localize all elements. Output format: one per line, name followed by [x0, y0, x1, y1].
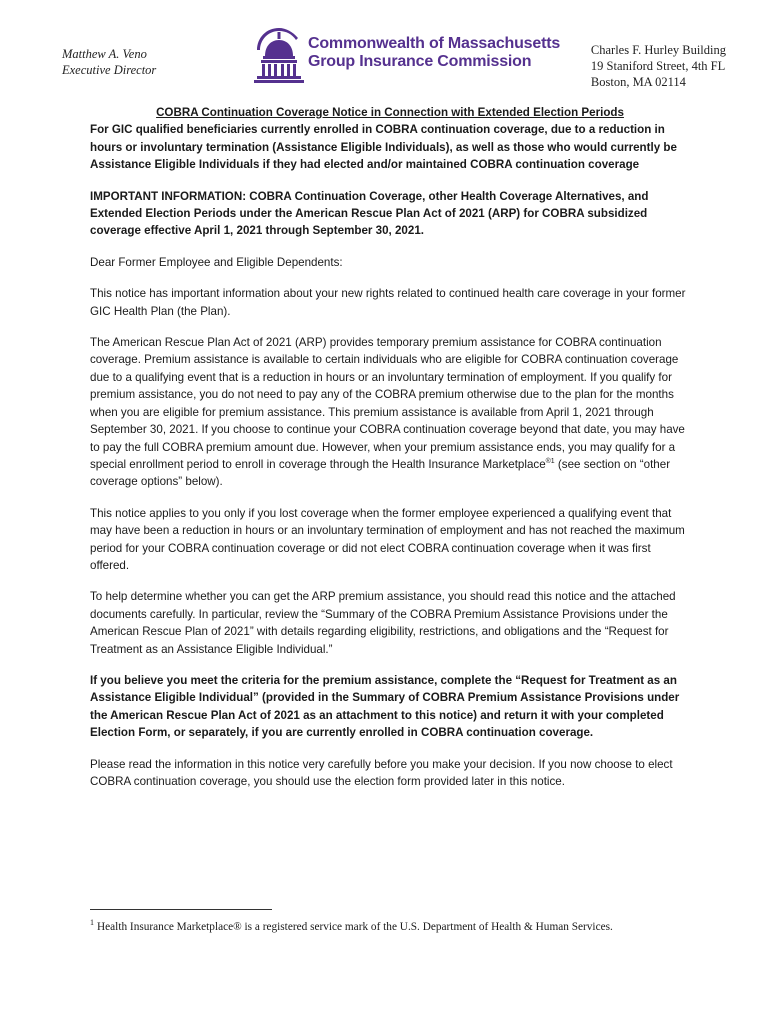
- address-line: Boston, MA 02114: [590, 75, 686, 89]
- footnote-number: 1: [90, 918, 94, 927]
- logo-line-2: Group Insurance Commission: [308, 53, 532, 70]
- address-line: Charles F. Hurley Building: [590, 43, 726, 57]
- important-information: IMPORTANT INFORMATION: COBRA Continuation Coverage, other Health Coverage Alternatives, and Extended Election Periods under the American Rescue Plan Act of 2021 (ARP) for COBRA subsidized coverage effective April 1, 2021 through September 30, 2021.: [90, 189, 649, 238]
- office-address: [591, 42, 726, 90]
- paragraph-arp-text: The American Rescue Plan Act of 2021 (ARP) provides temporary premium assistance for COBRA continuation coverage. Premium assistance is available to certain individuals who are eligible for COBRA continuation coverage due to a qualifying event that is a reduction in hours or an involuntary termination of employment. If you qualify for premium assistance, you do not need to pay any of the COBRA premium otherwise due to the plan for the months when you are eligible for premium assistance. This premium assistance is available from April 1, 2021 through September 30, 2021. If you choose to continue your COBRA continuation coverage beyond that date, you may have to pay the full COBRA premium amount due. However, when your premium assistance ends, you may qualify for a special enrollment period to enroll in coverage through the Health Insurance Marketplace: [90, 336, 685, 471]
- state-house-dome-icon: [252, 26, 306, 86]
- notice-subtitle: For GIC qualified beneficiaries currently enrolled in COBRA continuation coverage, due to a reduction in hours or involuntary termination (Assistance Eligible Individuals), as well as those who would currently be Assistance Eligible Individuals if they had elected and/or maintained COBRA continuation coverage: [90, 123, 677, 172]
- footnote-reference[interactable]: ®1: [545, 458, 555, 466]
- paragraph-arp-tail: (see section on “other coverage options” below).: [90, 457, 671, 489]
- logo-line-1: Commonwealth of Massachusetts: [308, 35, 561, 52]
- executive-signature-block: [62, 46, 156, 78]
- letterhead: [0, 26, 770, 96]
- footnote: [90, 916, 710, 934]
- notice-body: [90, 104, 690, 790]
- paragraph-applicability: This notice applies to you only if you lost coverage when the former employee experienced a qualifying event that may have been a reduction in hours or an involuntary termination of employment and has not reached the maximum period for your COBRA continuation coverage or did not elect COBRA continuation coverage when it was first offered.: [90, 506, 685, 572]
- footnote-text: Health Insurance Marketplace® is a registered service mark of the U.S. Department of Health & Human Services.: [97, 920, 613, 933]
- executive-title: Executive Director: [62, 63, 157, 77]
- paragraph-coverage-rights: This notice has important information about your new rights related to continued health care coverage in your former GIC Health Plan (the Plan).: [90, 287, 686, 318]
- salutation: Dear Former Employee and Eligible Dependents:: [90, 255, 343, 269]
- paragraph-read-carefully: Please read the information in this notice very carefully before you make your decision. If you now choose to elect COBRA continuation coverage, you should use the election form provided later in this notice.: [90, 757, 673, 788]
- executive-name: Matthew A. Veno: [62, 47, 147, 61]
- paragraph-determine-eligibility: To help determine whether you can get the ARP premium assistance, you should read this notice and the attached documents carefully. In particular, review the “Summary of the COBRA Premium Assistance Provisions under the American Rescue Plan of 2021” with details regarding eligibility, restrictions, and obligations and the “Request for Treatment as an Assistance Eligible Individual.”: [90, 590, 676, 656]
- address-line: 19 Staniford Street, 4th FL: [590, 59, 726, 73]
- footnote-divider: [90, 909, 272, 910]
- paragraph-request-instructions: If you believe you meet the criteria for the premium assistance, complete the “Request for Treatment as an Assistance Eligible Individual” (provided in the Summary of COBRA Premium Assistance Provisions under the American Rescue Plan Act of 2021 as an attachment to this notice) and return it with your completed Election Form, or separately, if you are currently enrolled in COBRA continuation coverage.: [90, 673, 680, 740]
- gic-logo: [252, 26, 561, 86]
- paragraph-arp-premium-assistance: [90, 334, 690, 491]
- logo-text: [308, 35, 560, 71]
- notice-title: COBRA Continuation Coverage Notice in Connection with Extended Election Periods: [156, 106, 624, 119]
